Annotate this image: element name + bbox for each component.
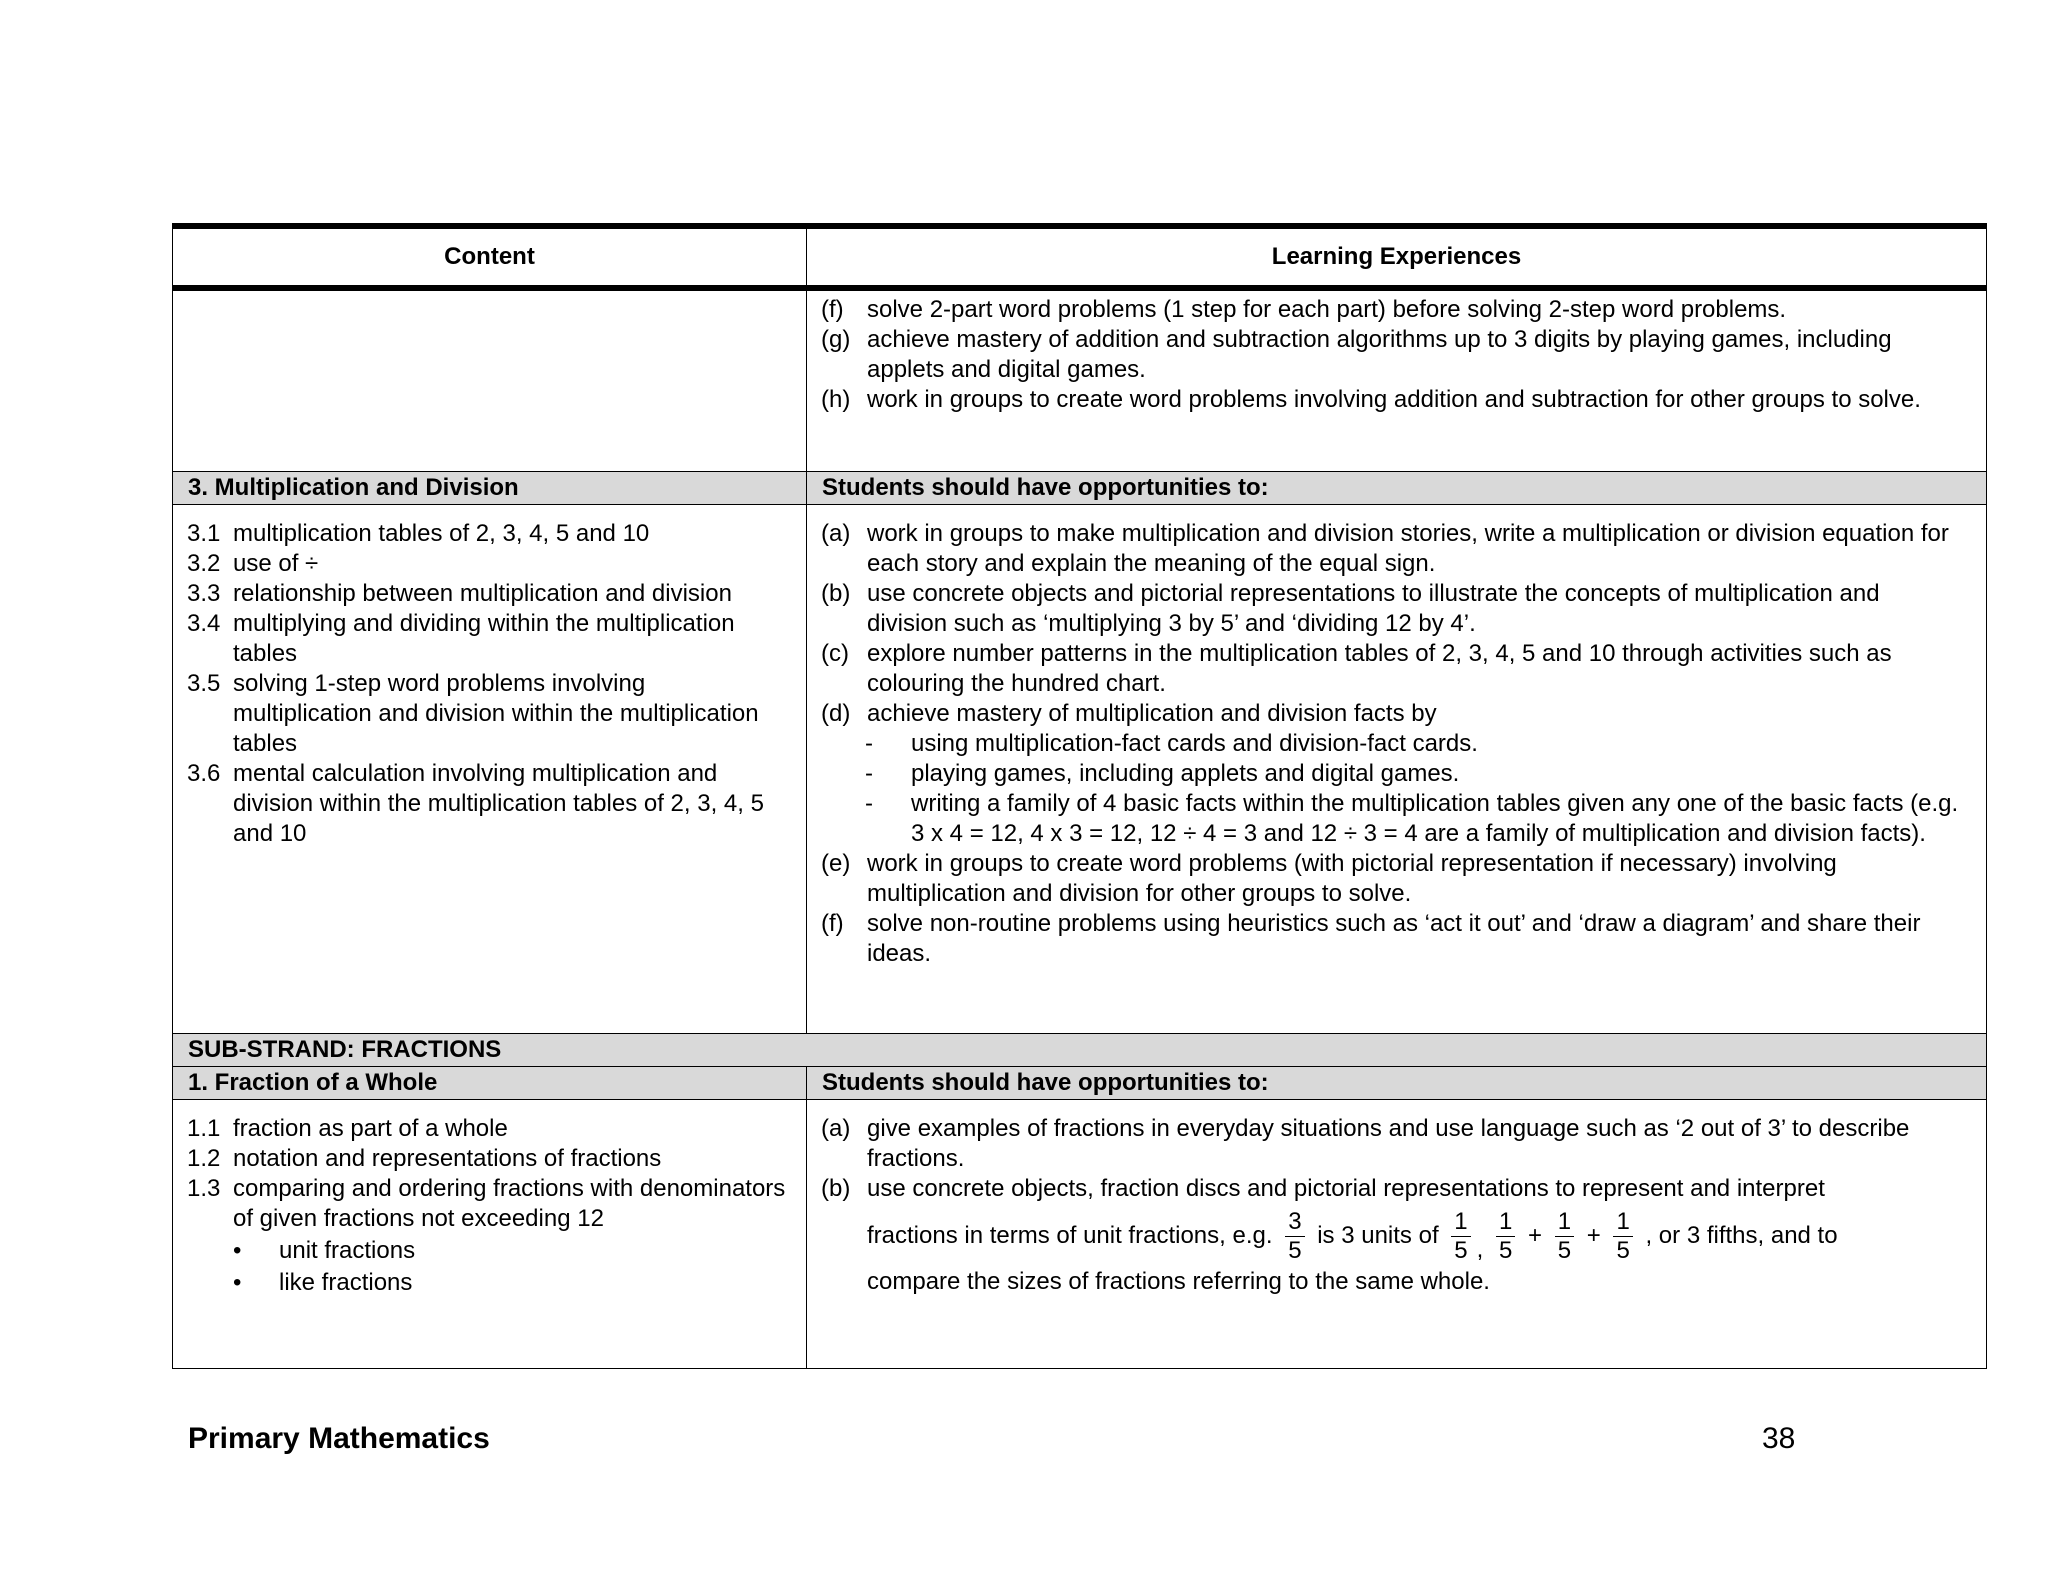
learning-cell — [807, 288, 1987, 472]
content-item: 3.4 multiplying and dividing within the multiplication tables — [187, 610, 735, 667]
list-item: (a) give examples of fractions in everyday situations and use language such as ‘2 out of 3’ to describe fractions. — [821, 1115, 1910, 1172]
fraction-one-fifth: $\frac{1}{5}$ — [1555, 1208, 1574, 1265]
table-row — [173, 288, 1987, 472]
content-item: 3.3 relationship between multiplication and division — [187, 580, 732, 607]
syllabus-table — [172, 223, 1987, 1369]
content-cell — [173, 1100, 807, 1369]
list-item: (d) achieve mastery of multiplication and division facts by — [821, 700, 1437, 727]
fraction-one-fifth: $\frac{1}{5}$ — [1613, 1208, 1632, 1265]
opportunities-label: Students should have opportunities to: — [807, 472, 1987, 505]
substrand-title: SUB-STRAND: FRACTIONS — [173, 1034, 1987, 1067]
table-row — [173, 1100, 1987, 1369]
learning-cell — [807, 505, 1987, 1034]
list-item: (b) use concrete objects, fraction discs and pictorial representations to represent and interpret fractions in terms of unit fractions, e.g. $\frac{3}{5}$ is 3 units of $\frac{1}{5}$ , $\frac{1}{5}$ + $\frac{1}{5}$ + $\frac{1}{5}$ , or 3 fifths, and to compare the sizes of fractions referring to the same whole. — [821, 1174, 1966, 1297]
list-item: (f) solve 2-part word problems (1 step for each part) before solving 2-step word problems. — [821, 296, 1787, 323]
fraction-three-fifths: $\frac{3}{5}$ — [1285, 1208, 1304, 1265]
list-item: (a) work in groups to make multiplication and division stories, write a multiplication or division equation for each story and explain the meaning of the equal sign. — [821, 520, 1949, 577]
content-item: 1.1 fraction as part of a whole — [187, 1115, 508, 1142]
content-item: 3.6 mental calculation involving multiplication and division within the multiplication tables of 2, 3, 4, 5 and 10 — [187, 760, 764, 847]
learning-experiences-header: Learning Experiences — [807, 226, 1987, 288]
table-header-row — [173, 226, 1987, 288]
sub-list-item: - playing games, including applets and digital games. — [865, 760, 1460, 787]
substrand-row — [173, 1034, 1987, 1067]
content-item: 1.2 notation and representations of fractions — [187, 1145, 662, 1172]
list-item: (h) work in groups to create word problems involving addition and subtraction for other groups to solve. — [821, 386, 1921, 413]
empty-content-cell — [173, 288, 807, 472]
footer-title: Primary Mathematics — [188, 1422, 490, 1455]
bullet-item: • like fractions — [233, 1269, 413, 1296]
content-item: 3.1 multiplication tables of 2, 3, 4, 5 and 10 — [187, 520, 650, 547]
bullet-item: • unit fractions — [233, 1237, 416, 1264]
list-item: (e) work in groups to create word problems (with pictorial representation if necessary) involving multiplication and division for other groups to solve. — [821, 850, 1837, 907]
page-number: 38 — [1762, 1422, 1796, 1455]
section-header-row — [173, 1067, 1987, 1100]
table-row — [173, 505, 1987, 1034]
content-cell — [173, 505, 807, 1034]
list-item: (f) solve non-routine problems using heuristics such as ‘act it out’ and ‘draw a diagram’ and share their ideas. — [821, 910, 1921, 967]
section-header-row — [173, 472, 1987, 505]
sub-list-item: - writing a family of 4 basic facts within the multiplication tables given any one of the basic facts (e.g. 3 x 4 = 12, 4 x 3 = 12, 12 ÷ 4 = 3 and 12 ÷ 3 = 4 are a family of multiplication and division facts). — [865, 790, 1959, 847]
section-title: 1. Fraction of a Whole — [173, 1067, 807, 1100]
fraction-example-line: fractions in terms of unit fractions, e.g. $\frac{3}{5}$ is 3 units of $\frac{1}{5}$ , $\frac{1}{5}$ + $\frac{1}{5}$ + $\frac{1}{5}$ , or 3 fifths, and to — [867, 1208, 1838, 1264]
fraction-one-fifth: $\frac{1}{5}$ — [1496, 1208, 1515, 1265]
list-item: (b) use concrete objects and pictorial representations to illustrate the concepts of multiplication and division such as ‘multiplying 3 by 5’ and ‘dividing 12 by 4’. — [821, 580, 1880, 637]
content-item: 3.2 use of ÷ — [187, 550, 319, 577]
section-title: 3. Multiplication and Division — [173, 472, 807, 505]
content-item: 3.5 solving 1-step word problems involving multiplication and division within the multiplication tables — [187, 670, 759, 757]
content-item: 1.3 comparing and ordering fractions with denominators of given fractions not exceeding 12 — [187, 1175, 786, 1232]
list-item: (c) explore number patterns in the multiplication tables of 2, 3, 4, 5 and 10 through activities such as colouring the hundred chart. — [821, 640, 1892, 697]
fraction-one-fifth: $\frac{1}{5}$ — [1451, 1208, 1470, 1265]
content-header: Content — [173, 226, 807, 288]
list-item: (g) achieve mastery of addition and subtraction algorithms up to 3 digits by playing games, including applets and digital games. — [821, 326, 1892, 383]
learning-cell — [807, 1100, 1987, 1369]
sub-list-item: - using multiplication-fact cards and division-fact cards. — [865, 730, 1478, 757]
opportunities-label: Students should have opportunities to: — [807, 1067, 1987, 1100]
